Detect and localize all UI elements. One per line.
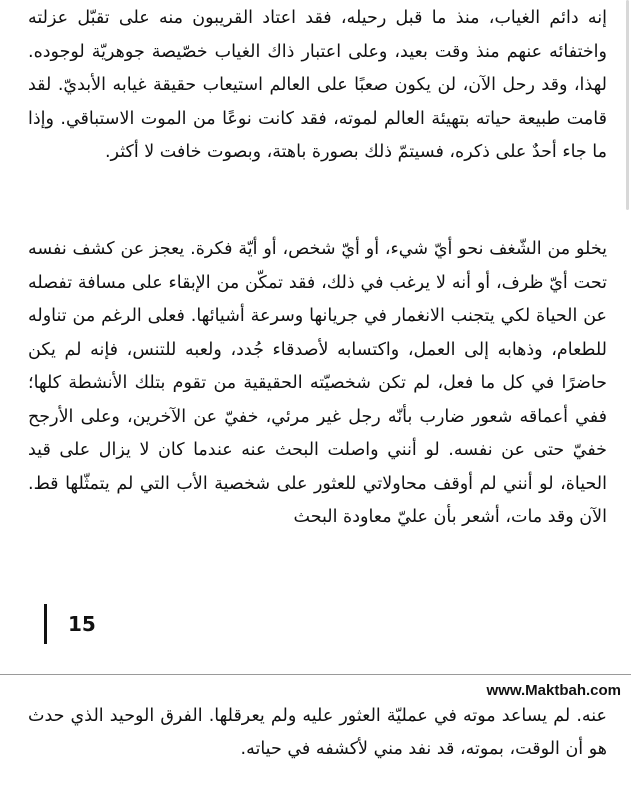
- scrollbar[interactable]: [626, 0, 629, 210]
- page-number: 15: [68, 612, 96, 636]
- page-number-marker: [44, 604, 47, 644]
- site-watermark: www.Maktbah.com: [486, 682, 621, 699]
- paragraph-2: يخلو من الشّغف نحو أيّ شيء، أو أيّ شخص، أو أيّة فكرة. يعجز عن كشف نفسه تحت أيّ ظرف، أو أنه لا يرغب في ذلك، فقد تمكّن من الإبقاء على مسافة تفصله عن الحياة لكي يتجنب الانغمار في جريانها وسرعة أشيائها. فعلى الرغم من تناوله للطعام، وذهابه إلى العمل، واكتسابه لأصدقاء جُدد، ولعبه للتنس، فإنه لم يكن حاضرًا في كل ما فعل، لم تكن شخصيّته الحقيقية من تقوم بتلك الأنشطة كلها؛ ففي أعماقه شعور ضارب بأنّه رجل غير مرئي، خفيّ عن الآخرين، وعلى الأرجح خفيّ حتى عن نفسه. لو أنني واصلت البحث عنه عندما كان لا يزال على قيد الحياة، لو أنني لم أوقف محاولاتي للعثور على شخصية الأب التي لم يتمثّلها قط. الآن وقد مات، أشعر بأن عليّ معاودة البحث: [28, 239, 607, 527]
- paragraph-1: إنه دائم الغياب، منذ ما قبل رحيله، فقد اعتاد القريبون منه على تقبّل عزلته واختفائه عنهم منذ وقت بعيد، وعلى اعتبار ذاك الغياب خصّيصة جوهريّة لوجوده. لهذا، وقد رحل الآن، لن يكون صعبًا على العالم استيعاب حقيقة غيابه الأبديّ. لقد قامت طبيعة حياته بتهيئة العالم لموته، فقد كانت نوعًا من الموت الاستباقي. وإذا ما جاء أحدٌ على ذكره، فسيتمّ ذلك بصورة باهتة، وبصوت خافت لا أكثر.: [28, 8, 607, 162]
- paragraph-3: عنه. لم يساعد موته في عمليّة العثور عليه ولم يعرقلها. الفرق الوحيد الذي حدث هو أن الوقت، بموته، قد نفد مني لأكشفه في حياته.: [28, 706, 607, 759]
- page-separator: [0, 674, 631, 675]
